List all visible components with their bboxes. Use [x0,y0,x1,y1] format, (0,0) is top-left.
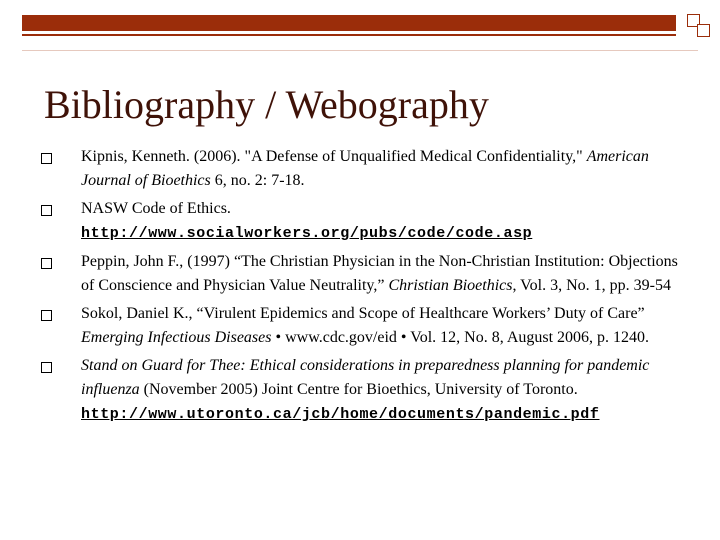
reference-list [0,145,720,427]
journal-title: Emerging Infectious Diseases [81,329,272,346]
title-divider [22,50,698,51]
header-accent-bar [22,15,676,31]
reference-item-peppin [0,250,720,298]
reference-item-sokol [0,302,720,350]
hollow-square-bullet-icon [41,362,52,373]
hollow-square-bullet-icon [41,258,52,269]
reference-text: Kipnis, Kenneth. (2006). "A Defense of Unqualified Medical Confidentiality," [81,148,587,165]
reference-item-toronto [0,354,720,427]
corner-square-icon [697,24,710,37]
hollow-square-bullet-icon [41,153,52,164]
journal-title: American Journal of Bioethics [81,148,649,189]
hollow-square-bullet-icon [41,310,52,321]
reference-text: Peppin, John F., (1997) “The Christian Physician in the Non-Christian Institution: Objections of Conscience and Physician Value Neutrality,” [81,253,678,294]
slide-title: Bibliography / Webography [44,82,489,127]
document-title: Stand on Guard for Thee: Ethical considerations in preparedness planning for pandemic influenza [81,357,650,398]
pandemic-pdf-link[interactable]: http://www.utoronto.ca/jcb/home/documents/pandemic.pdf [81,406,600,423]
reference-text: Sokol, Daniel K., “Virulent Epidemics and Scope of Healthcare Workers’ Duty of Care” [81,305,645,322]
reference-text: 6, no. 2: 7-18. [210,172,305,189]
reference-text: , Vol. 3, No. 1, pp. 39-54 [512,277,671,294]
reference-text: • www.cdc.gov/eid • Vol. 12, No. 8, August 2006, p. 1240. [271,329,650,346]
reference-item-nasw [0,197,720,246]
reference-text: NASW Code of Ethics. [81,200,231,217]
hollow-square-bullet-icon [41,205,52,216]
journal-title: Christian Bioethics [388,277,513,294]
nasw-code-link[interactable]: http://www.socialworkers.org/pubs/code/code.asp [81,225,533,242]
reference-text: (November 2005) Joint Centre for Bioethics, University of Toronto. [139,381,578,398]
reference-item-kipnis [0,145,720,193]
header-accent-line [22,34,676,36]
